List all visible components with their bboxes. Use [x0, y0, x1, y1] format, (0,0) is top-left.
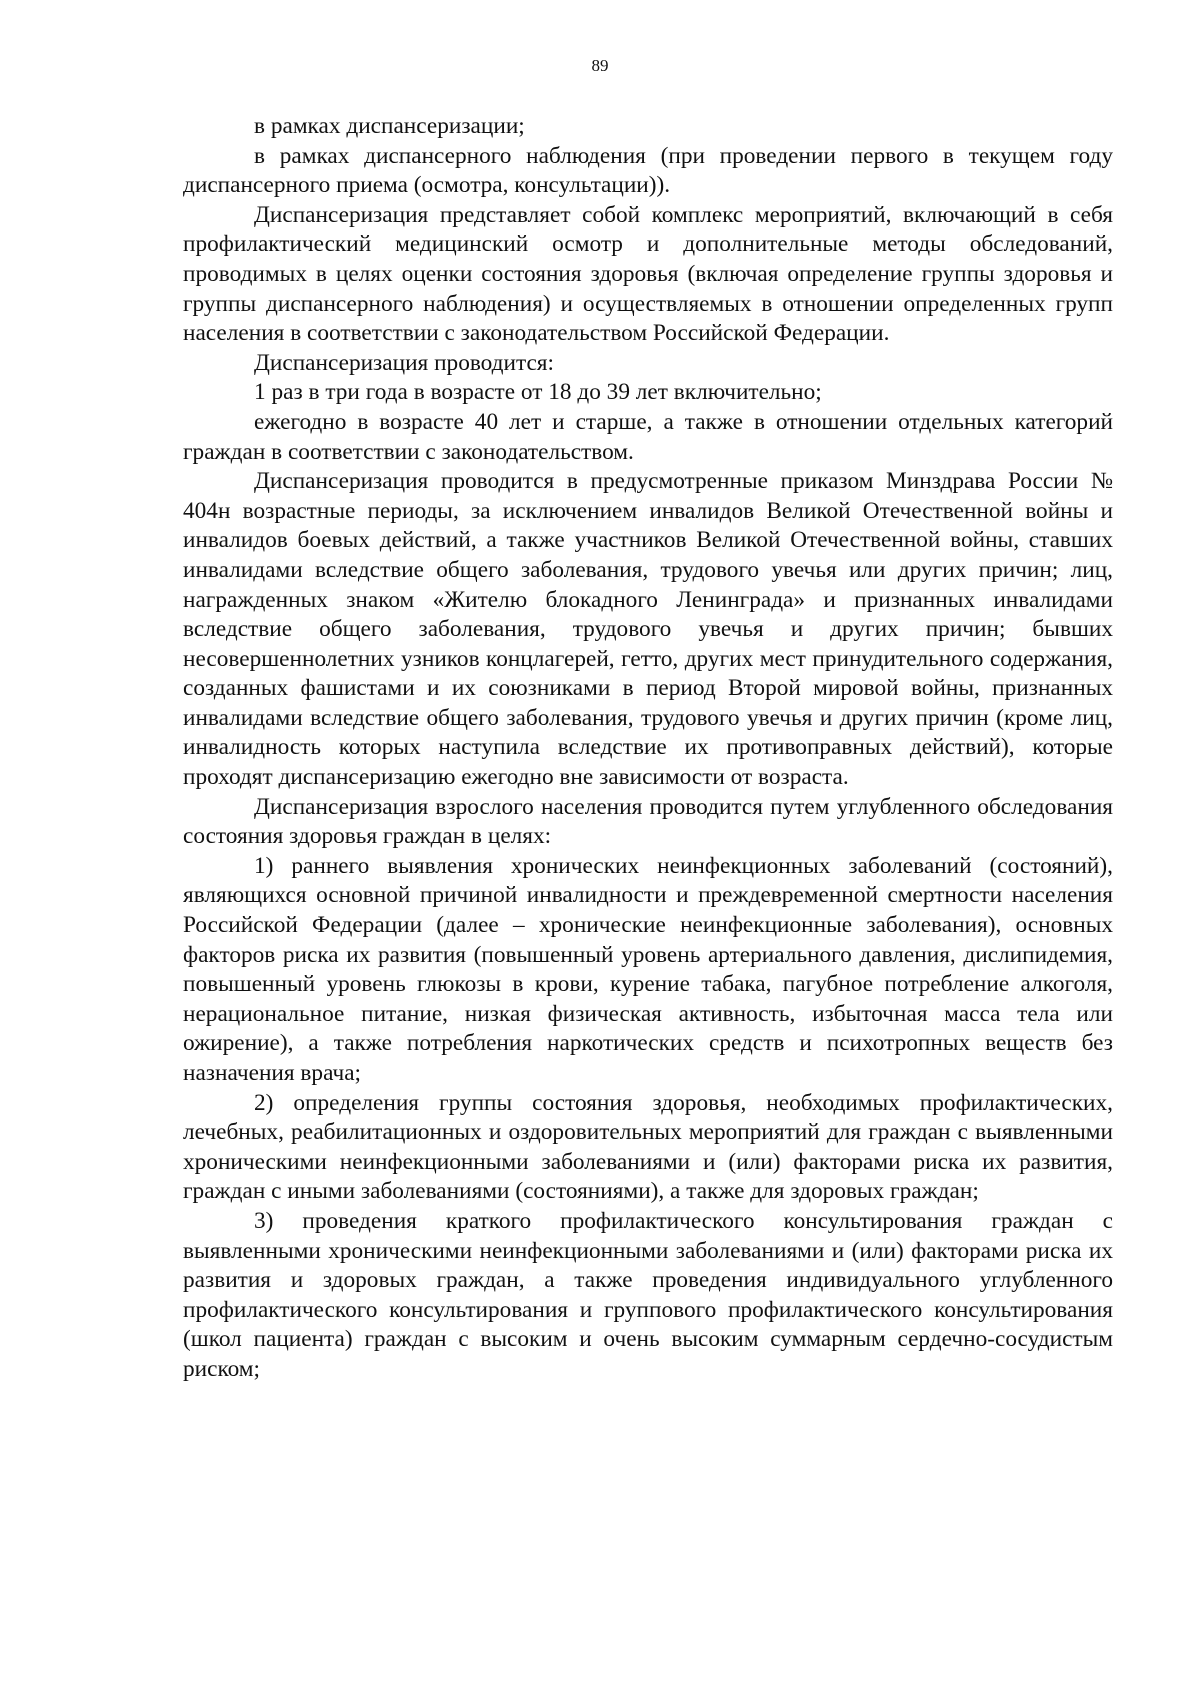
paragraph-purposes-intro: Диспансеризация взрослого населения проводится путем углубленного обследования состояния здоровья граждан в целях:	[183, 793, 1113, 850]
paragraph-schedule-annually: ежегодно в возрасте 40 лет и старше, а также в отношении отдельных категорий граждан в соответствии с законодательством.	[183, 408, 1113, 465]
paragraph-dispensary-schedule-intro: Диспансеризация проводится:	[254, 349, 554, 376]
paragraph-age-periods-exceptions: Диспансеризация проводится в предусмотренные приказом Минздрава России № 404н возрастные периоды, за исключением инвалидов Великой Отечественной войны и инвалидов боевых действий, а также участников Великой Отечественной войны, ставших инвалидами вследствие общего заболевания, трудового увечья или других причин; лиц, награжденных знаком «Жителю блокадного Ленинграда» и признанных инвалидами вследствие общего заболевания, трудового увечья и других причин; бывших несовершеннолетних узников концлагерей, гетто, других мест принудительного содержания, созданных фашистами и их союзниками в период Второй мировой войны, признанных инвалидами вследствие общего заболевания, трудового увечья и других причин (кроме лиц, инвалидность которых наступила вследствие их противоправных действий), которые проходят диспансеризацию ежегодно вне зависимости от возраста.	[183, 468, 1113, 791]
paragraph-purpose-1: 1) раннего выявления хронических неинфекционных заболеваний (состояний), являющихся основной причиной инвалидности и преждевременной смертности населения Российской Федерации (далее – хронические неинфекционные заболевания), основных факторов риска их развития (повышенный уровень артериального давления, дислипидемия, повышенный уровень глюкозы в крови, курение табака, пагубное потребление алкоголя, нерациональное питание, низкая физическая активность, избыточная масса тела или ожирение), а также потребления наркотических средств и психотропных веществ без назначения врача;	[183, 852, 1113, 1086]
document-body	[183, 112, 1113, 1385]
paragraph-purpose-3: 3) проведения краткого профилактического консультирования граждан с выявленными хроническими неинфекционными заболеваниями и (или) факторами риска их развития и здоровых граждан, а также проведения индивидуального углубленного профилактического консультирования и группового профилактического консультирования (школ пациента) граждан с высоким и очень высоким суммарным сердечно-сосудистым риском;	[183, 1207, 1113, 1382]
paragraph-dispensary-item-1: в рамках диспансеризации;	[254, 113, 525, 139]
paragraph-schedule-every-three-years: 1 раз в три года в возрасте от 18 до 39 лет включительно;	[254, 379, 822, 406]
paragraph-dispensary-definition: Диспансеризация представляет собой комплекс мероприятий, включающий в себя профилактический медицинский осмотр и дополнительные методы обследований, проводимых в целях оценки состояния здоровья (включая определение группы здоровья и группы диспансерного наблюдения) и осуществляемых в отношении определенных групп населения в соответствии с законодательством Российской Федерации.	[183, 201, 1113, 347]
paragraph-dispensary-item-2: в рамках диспансерного наблюдения (при проведении первого в текущем году диспансерного приема (осмотра, консультации)).	[183, 142, 1113, 199]
page-number: 89	[591, 56, 609, 75]
paragraph-purpose-2: 2) определения группы состояния здоровья, необходимых профилактических, лечебных, реабилитационных и оздоровительных мероприятий для граждан с выявленными хроническими неинфекционными заболеваниями и (или) факторами риска их развития, граждан с иными заболеваниями (состояниями), а также для здоровых граждан;	[183, 1089, 1113, 1205]
